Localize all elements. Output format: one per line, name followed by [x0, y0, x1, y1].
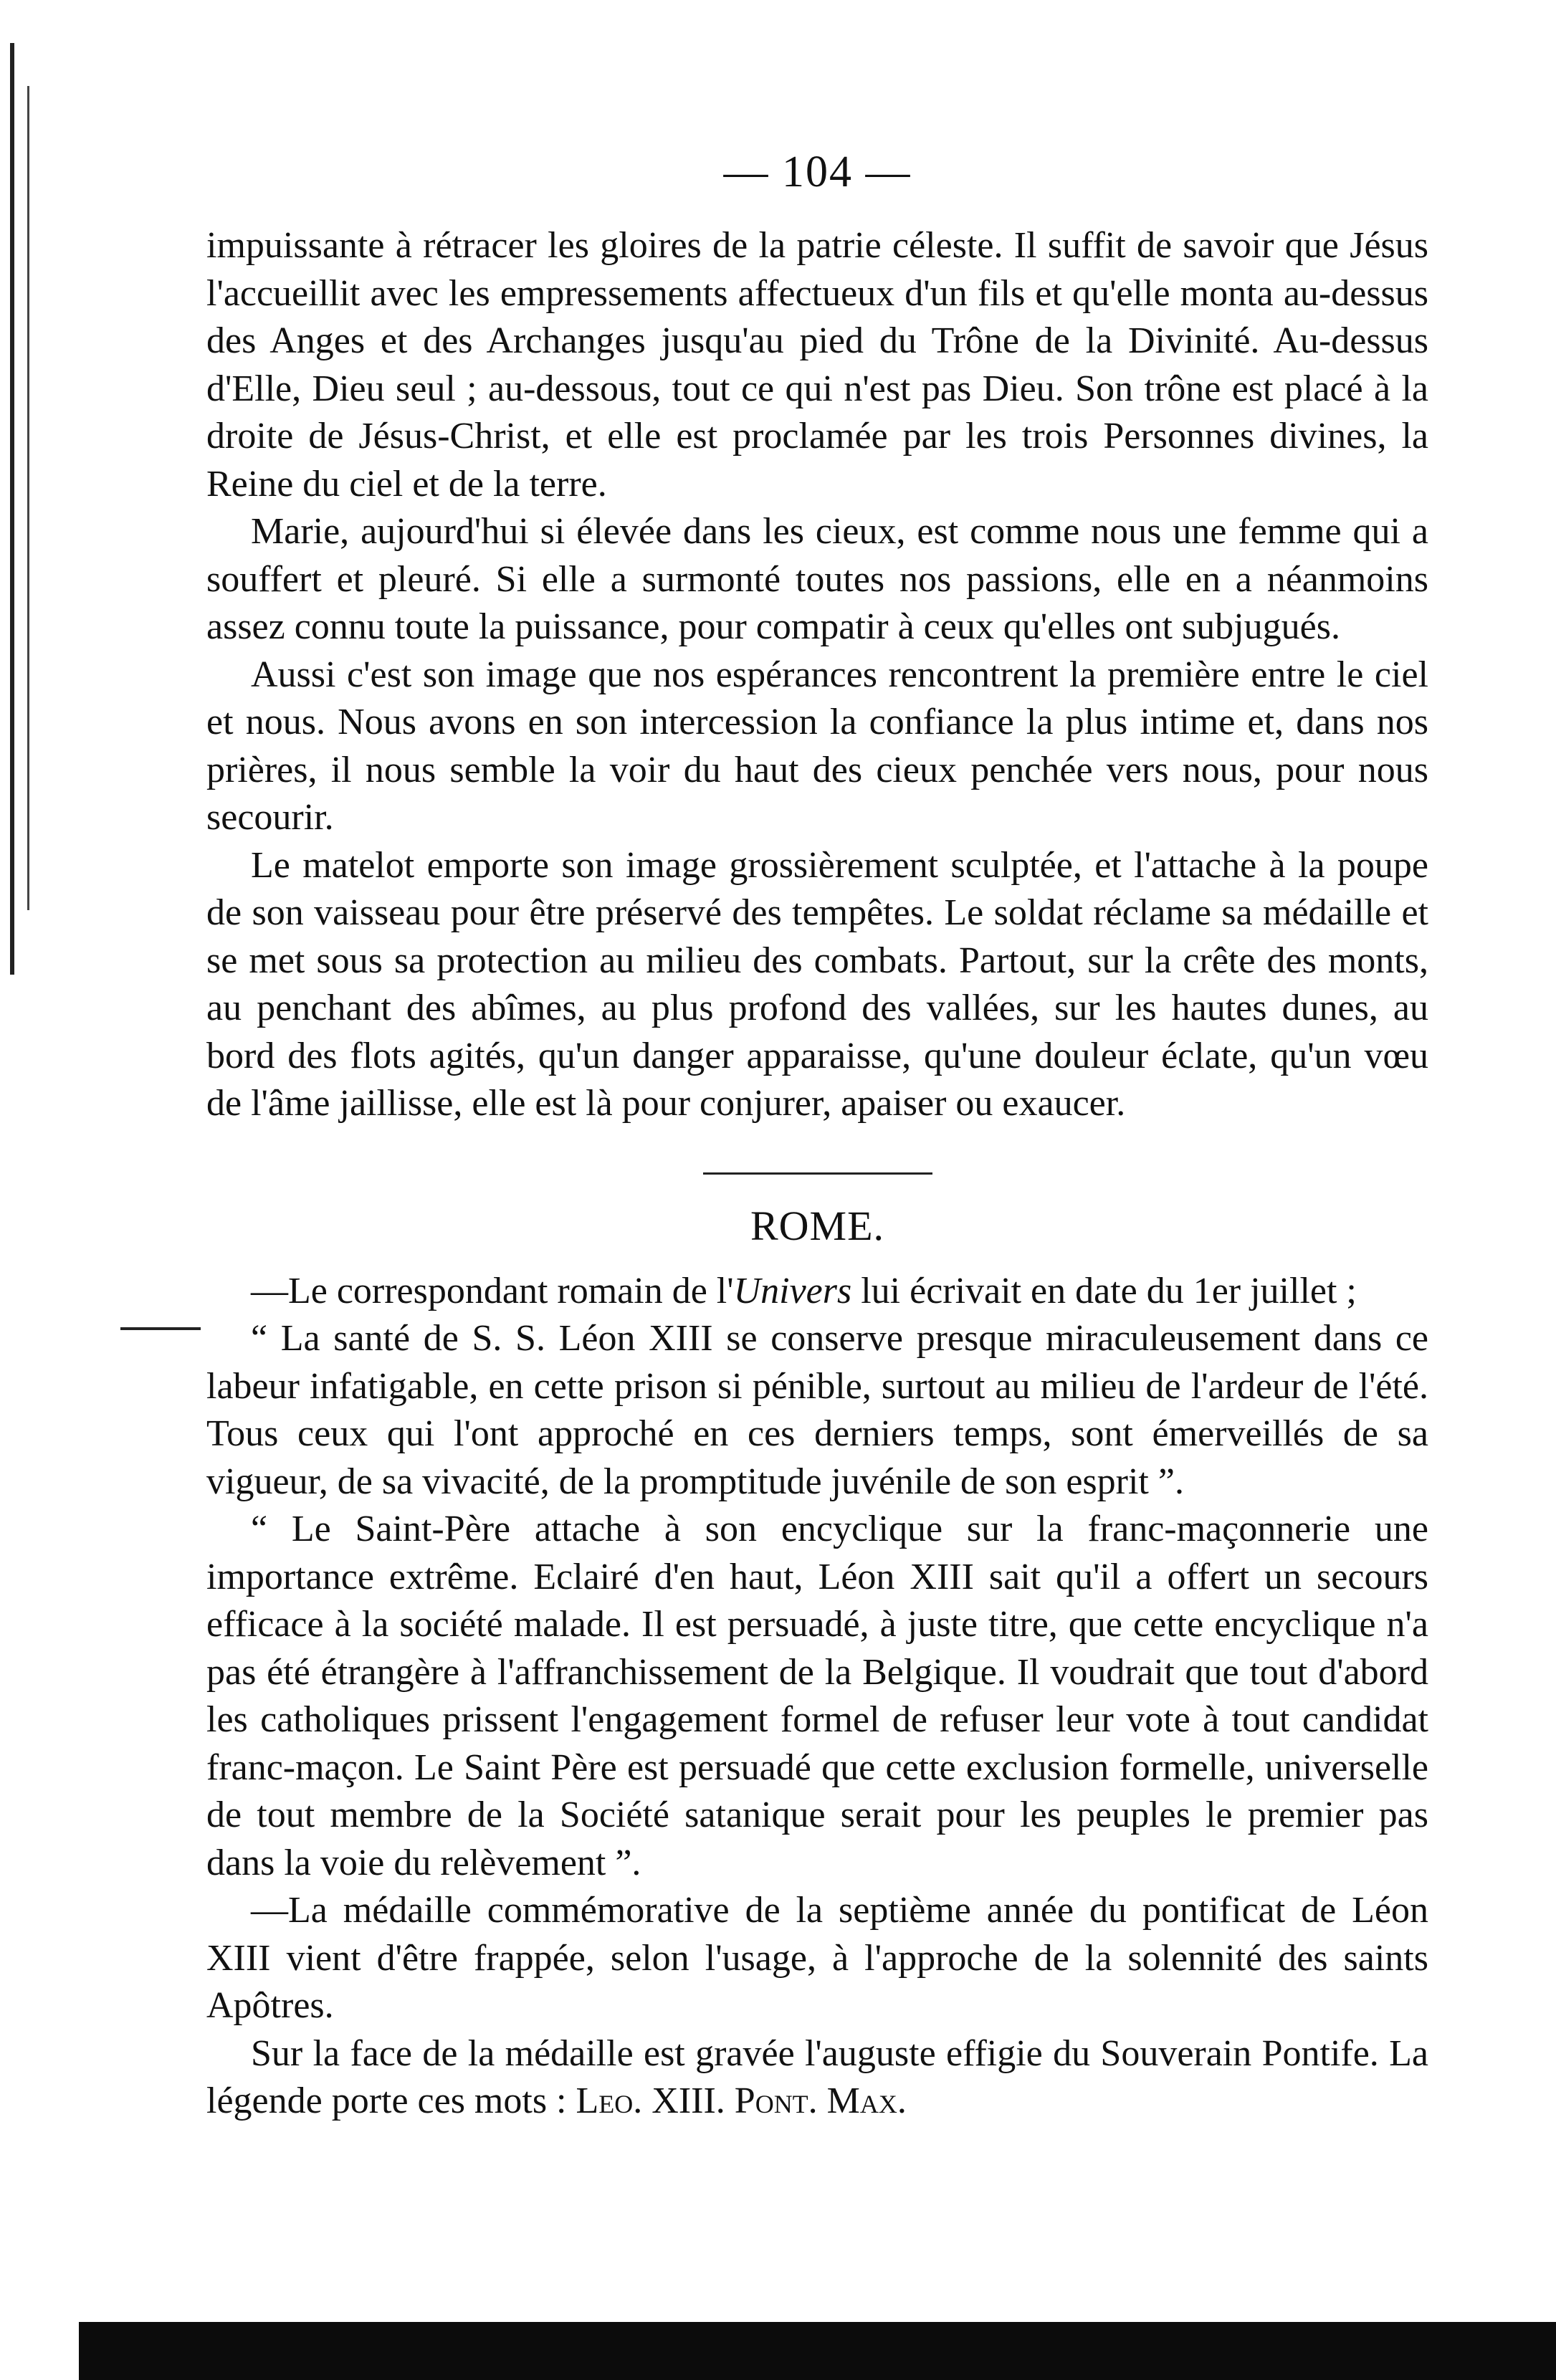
paragraph-2: Marie, aujourd'hui si élevée dans les cieux, est comme nous une femme qui a souffert et pleuré. Si elle a surmonté toutes nos passions, elle en a néanmoins assez connu toute la puissance, pour compatir à ceux qu'elles ont subjugués. [206, 511, 1428, 647]
paragraph-4: Le matelot emporte son image grossièrement sculptée, et l'attache à la poupe de son vaisseau pour être préservé des tempêtes. Le soldat réclame sa médaille et se met sous sa protection au milieu des combats. Partout, sur la crête des monts, au penchant des abîmes, au plus profond des vallées, sur les hautes dunes, au bord des flots agités, qu'un danger apparaisse, qu'une douleur éclate, qu'un vœu de l'âme jaillisse, elle est là pour conjurer, apaiser ou exaucer. [206, 844, 1428, 1124]
paragraph-1: impuissante à rétracer les gloires de la patrie céleste. Il suffit de savoir que Jésus l'accueillit avec les empressements affectueux d'un fils et qu'elle monta au-dessus des Anges et des Archanges jusqu'au pied du Trône de la Divinité. Au-dessus d'Elle, Dieu seul ; au-dessous, tout ce qui n'est pas Dieu. Son trône est placé à la droite de Jésus-Christ, et elle est proclamée par les trois Personnes divines, la Reine du ciel et de la terre. [206, 225, 1428, 505]
scan-edge-left-inner [27, 86, 29, 910]
scan-edge-left [10, 43, 14, 975]
section-title: ROME. [750, 1202, 885, 1249]
rome-intro [206, 1268, 1428, 1316]
page-number: — 104 — [723, 148, 912, 196]
book-page [206, 143, 1428, 2126]
rome-paragraph-2: “ Le Saint-Père attache à son encyclique sur la franc-maçonnerie une importance extrême. Eclairé d'en haut, Léon XIII sait qu'il a offert un secours efficace à la société malade. Il est persuadé, à juste titre, que cette encyclique n'a pas été étrangère à l'affranchissement de la Belgique. Il voudrait que tout d'abord les catholiques prissent l'engagement formel de refuser leur vote à tout candidat franc-maçon. Le Saint Père est persuadé que cette exclusion formelle, universelle de tout membre de la Société satanique serait pour les peuples le premier pas dans la voie du relèvement ”. [206, 1509, 1428, 1883]
medal-legend: Leo. XIII. Pont. Max. [576, 2080, 907, 2121]
medal-text: Sur la face de la médaille est gravée l'auguste effigie du Souverain Pontife. La légende porte ces mots : [206, 2032, 1428, 2121]
rome-intro-after: lui écrivait en date du 1er juillet ; [851, 1270, 1357, 1311]
rome-paragraph-3: —La médaille commémorative de la septième année du pontificat de Léon XIII vient d'être frappée, selon l'usage, à l'approche de la solennité des saints Apôtres. [206, 1890, 1428, 2026]
rome-intro-before: —Le correspondant romain de l' [251, 1270, 734, 1311]
rome-paragraph-4 [206, 2030, 1428, 2126]
rome-paragraph-1: “ La santé de S. S. Léon XIII se conserve presque miraculeusement dans ce labeur infatigable, en cette prison si pénible, surtout au milieu de l'ardeur de l'été. Tous ceux qui l'ont approché en ces derniers temps, sont émerveillés de sa vigueur, de sa vivacité, de la promptitude juvénile de son esprit ”. [206, 1318, 1428, 1502]
paragraph-3: Aussi c'est son image que nos espérances rencontrent la première entre le ciel et nous. Nous avons en son intercession la confiance la plus intime et, dans nos prières, il nous semble la voir du haut des cieux penchée vers nous, pour nous secourir. [206, 654, 1428, 838]
newspaper-title: Univers [733, 1270, 852, 1311]
section-divider [703, 1172, 932, 1175]
scan-edge-bottom [79, 2322, 1556, 2380]
margin-dash [120, 1327, 201, 1330]
